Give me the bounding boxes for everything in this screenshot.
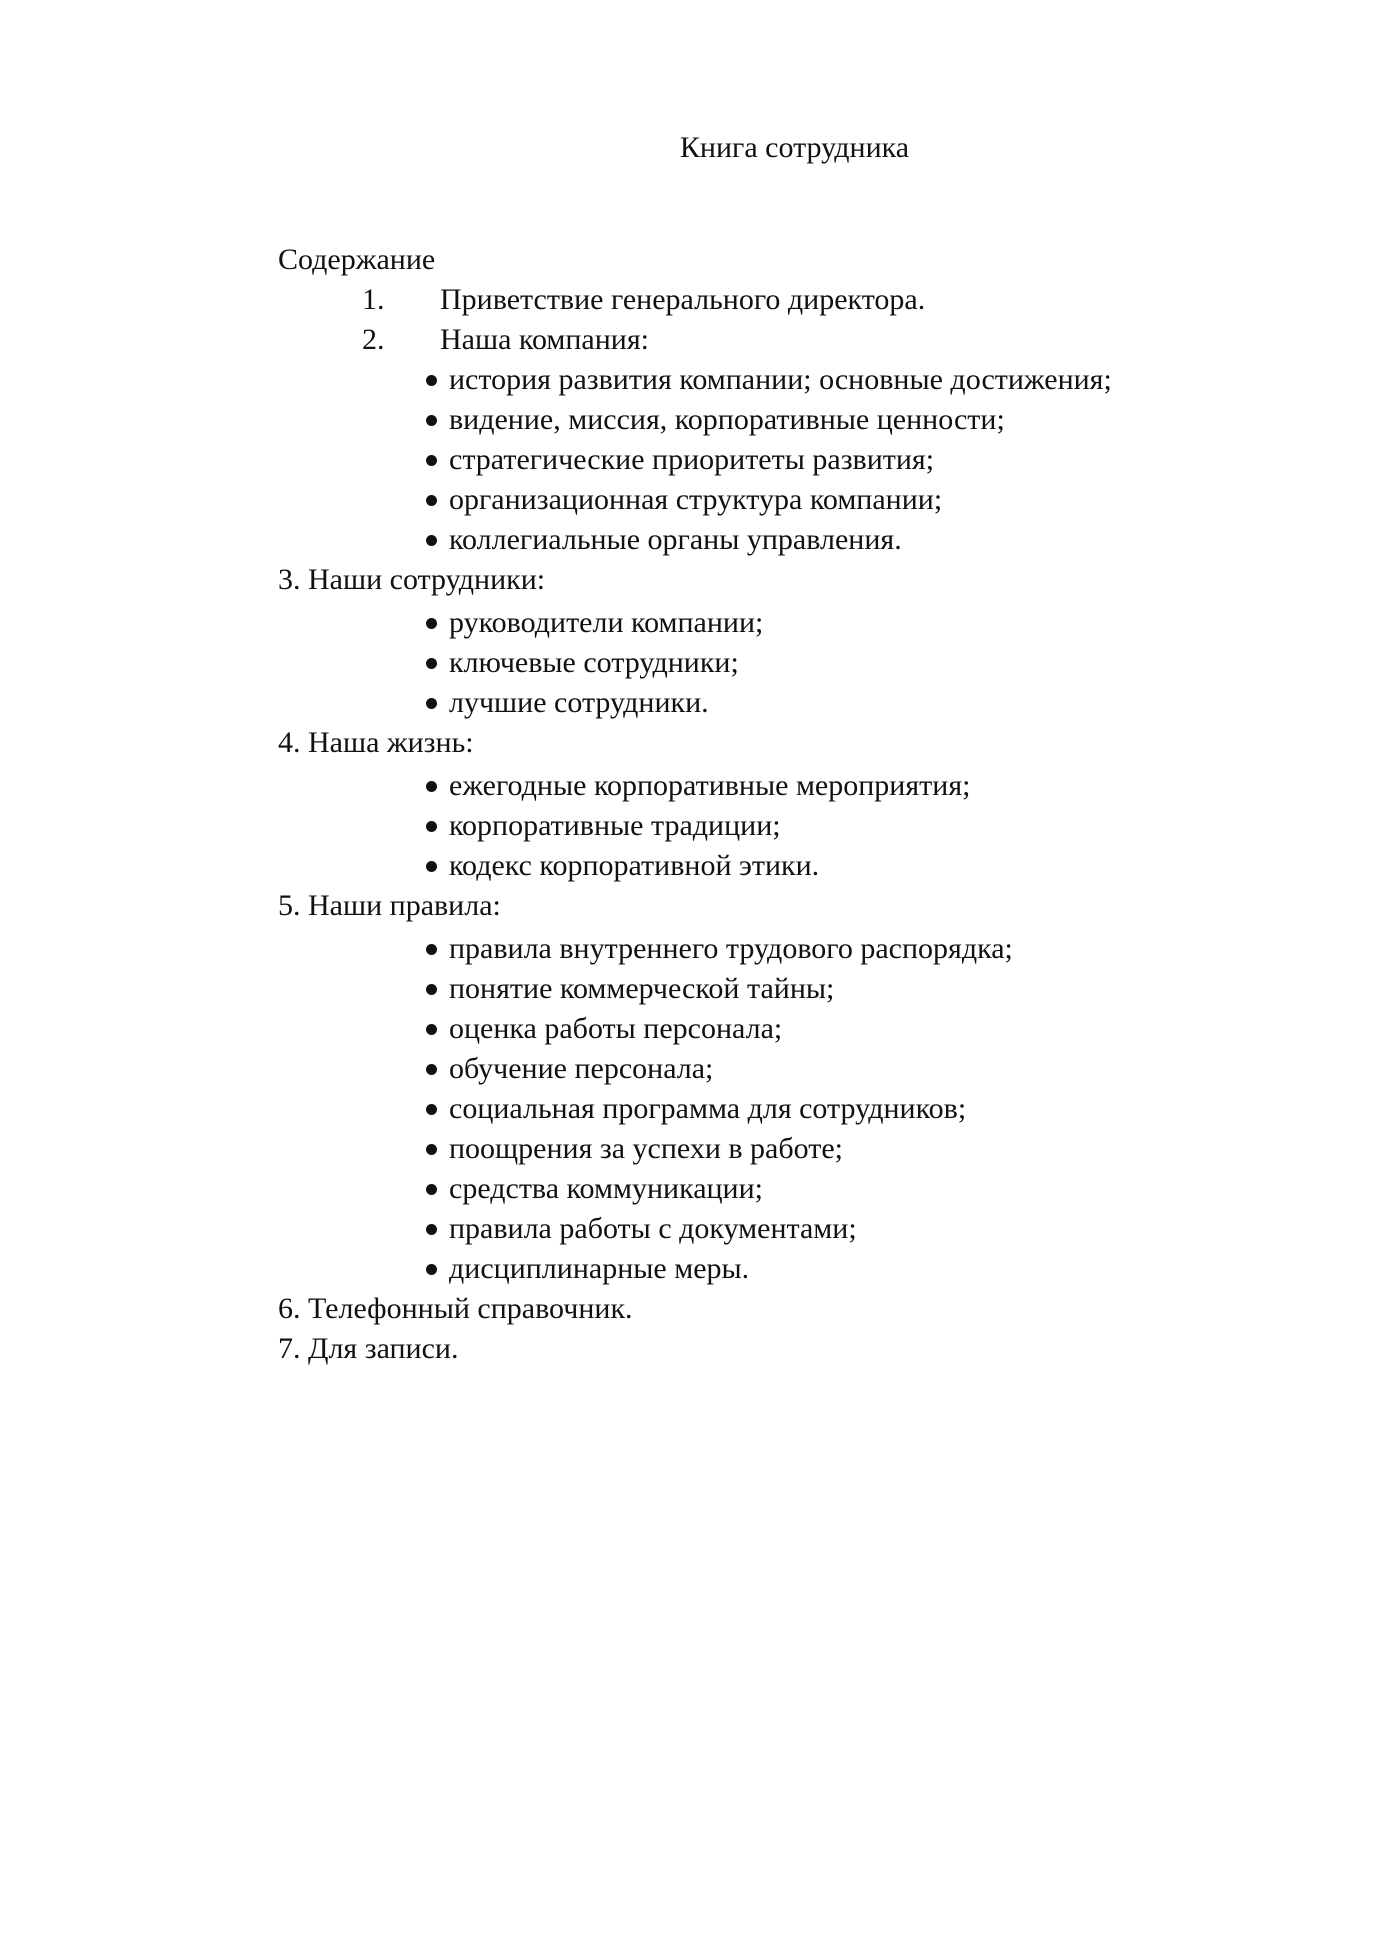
list-item-text: ключевые сотрудники;: [449, 646, 739, 679]
bullet-icon: [426, 455, 437, 466]
list-item-text: правила работы с документами;: [449, 1212, 857, 1245]
list-item-text: стратегические приоритеты развития;: [449, 443, 935, 476]
bullet-icon: [426, 535, 437, 546]
list-item: [278, 1169, 1278, 1209]
list-item: [278, 480, 1278, 520]
list-item-text: социальная программа для сотрудников;: [449, 1092, 967, 1125]
list-item: [278, 1129, 1278, 1169]
bullet-icon: [426, 781, 437, 792]
list-item: [278, 929, 1278, 969]
bullet-icon: [426, 821, 437, 832]
bullet-icon: [426, 1104, 437, 1115]
bullet-icon: [426, 984, 437, 995]
list-item: [278, 1089, 1278, 1129]
list-item-text: средства коммуникации;: [449, 1172, 764, 1205]
list-item: [278, 806, 1278, 846]
bullet-icon: [426, 944, 437, 955]
toc-item-7: 7. Для записи.: [278, 1332, 459, 1365]
toc-item-5: 5. Наши правила:: [278, 889, 501, 922]
list-item-text: кодекс корпоративной этики.: [449, 849, 820, 882]
list-item-text: ежегодные корпоративные мероприятия;: [449, 769, 971, 802]
list-item: [278, 360, 1278, 400]
table-of-contents: [278, 240, 1278, 1369]
list-item: [278, 1049, 1278, 1089]
list-item: [278, 683, 1278, 723]
list-item: [278, 1249, 1278, 1289]
list-item: [278, 1009, 1278, 1049]
bullet-icon: [426, 618, 437, 629]
bullet-icon: [426, 698, 437, 709]
toc-item-1: [278, 280, 1278, 320]
list-item-text: видение, миссия, корпоративные ценности;: [449, 403, 1005, 436]
bullet-icon: [426, 1024, 437, 1035]
toc-item-2: [278, 320, 1278, 360]
toc-item-6: 6. Телефонный справочник.: [278, 1292, 633, 1325]
list-item-text: организационная структура компании;: [449, 483, 943, 516]
list-item-text: лучшие сотрудники.: [449, 686, 709, 719]
bullet-icon: [426, 1064, 437, 1075]
list-item-text: оценка работы персонала;: [449, 1012, 783, 1045]
list-item-text: история развития компании; основные достижения;: [449, 363, 1112, 396]
list-item: [278, 766, 1278, 806]
toc-item-4: 4. Наша жизнь:: [278, 726, 474, 759]
list-item: [278, 1209, 1278, 1249]
list-item-text: правила внутреннего трудового распорядка;: [449, 932, 1013, 965]
bullet-icon: [426, 1224, 437, 1235]
list-item: [278, 603, 1278, 643]
bullet-icon: [426, 375, 437, 386]
list-item-text: поощрения за успехи в работе;: [449, 1132, 843, 1165]
bullet-icon: [426, 861, 437, 872]
toc-item-number: 1.: [362, 283, 385, 316]
list-item-text: корпоративные традиции;: [449, 809, 781, 842]
bullet-icon: [426, 1264, 437, 1275]
list-item-text: обучение персонала;: [449, 1052, 714, 1085]
toc-item-text: Наша компания:: [440, 323, 649, 356]
list-item: [278, 520, 1278, 560]
list-item: [278, 969, 1278, 1009]
bullet-icon: [426, 1144, 437, 1155]
toc-item-number: 2.: [362, 323, 385, 356]
list-item: [278, 400, 1278, 440]
list-item: [278, 846, 1278, 886]
list-item: [278, 643, 1278, 683]
list-item-text: понятие коммерческой тайны;: [449, 972, 835, 1005]
bullet-icon: [426, 1184, 437, 1195]
list-item: [278, 440, 1278, 480]
list-item-text: коллегиальные органы управления.: [449, 523, 902, 556]
bullet-icon: [426, 658, 437, 669]
list-item-text: руководители компании;: [449, 606, 764, 639]
toc-item-3: 3. Наши сотрудники:: [278, 563, 546, 596]
toc-item-text: Приветствие генерального директора.: [440, 283, 926, 316]
list-item-text: дисциплинарные меры.: [449, 1252, 750, 1285]
bullet-icon: [426, 495, 437, 506]
bullet-icon: [426, 415, 437, 426]
contents-heading: Содержание: [278, 243, 436, 276]
document-title: Книга сотрудника: [679, 131, 910, 164]
